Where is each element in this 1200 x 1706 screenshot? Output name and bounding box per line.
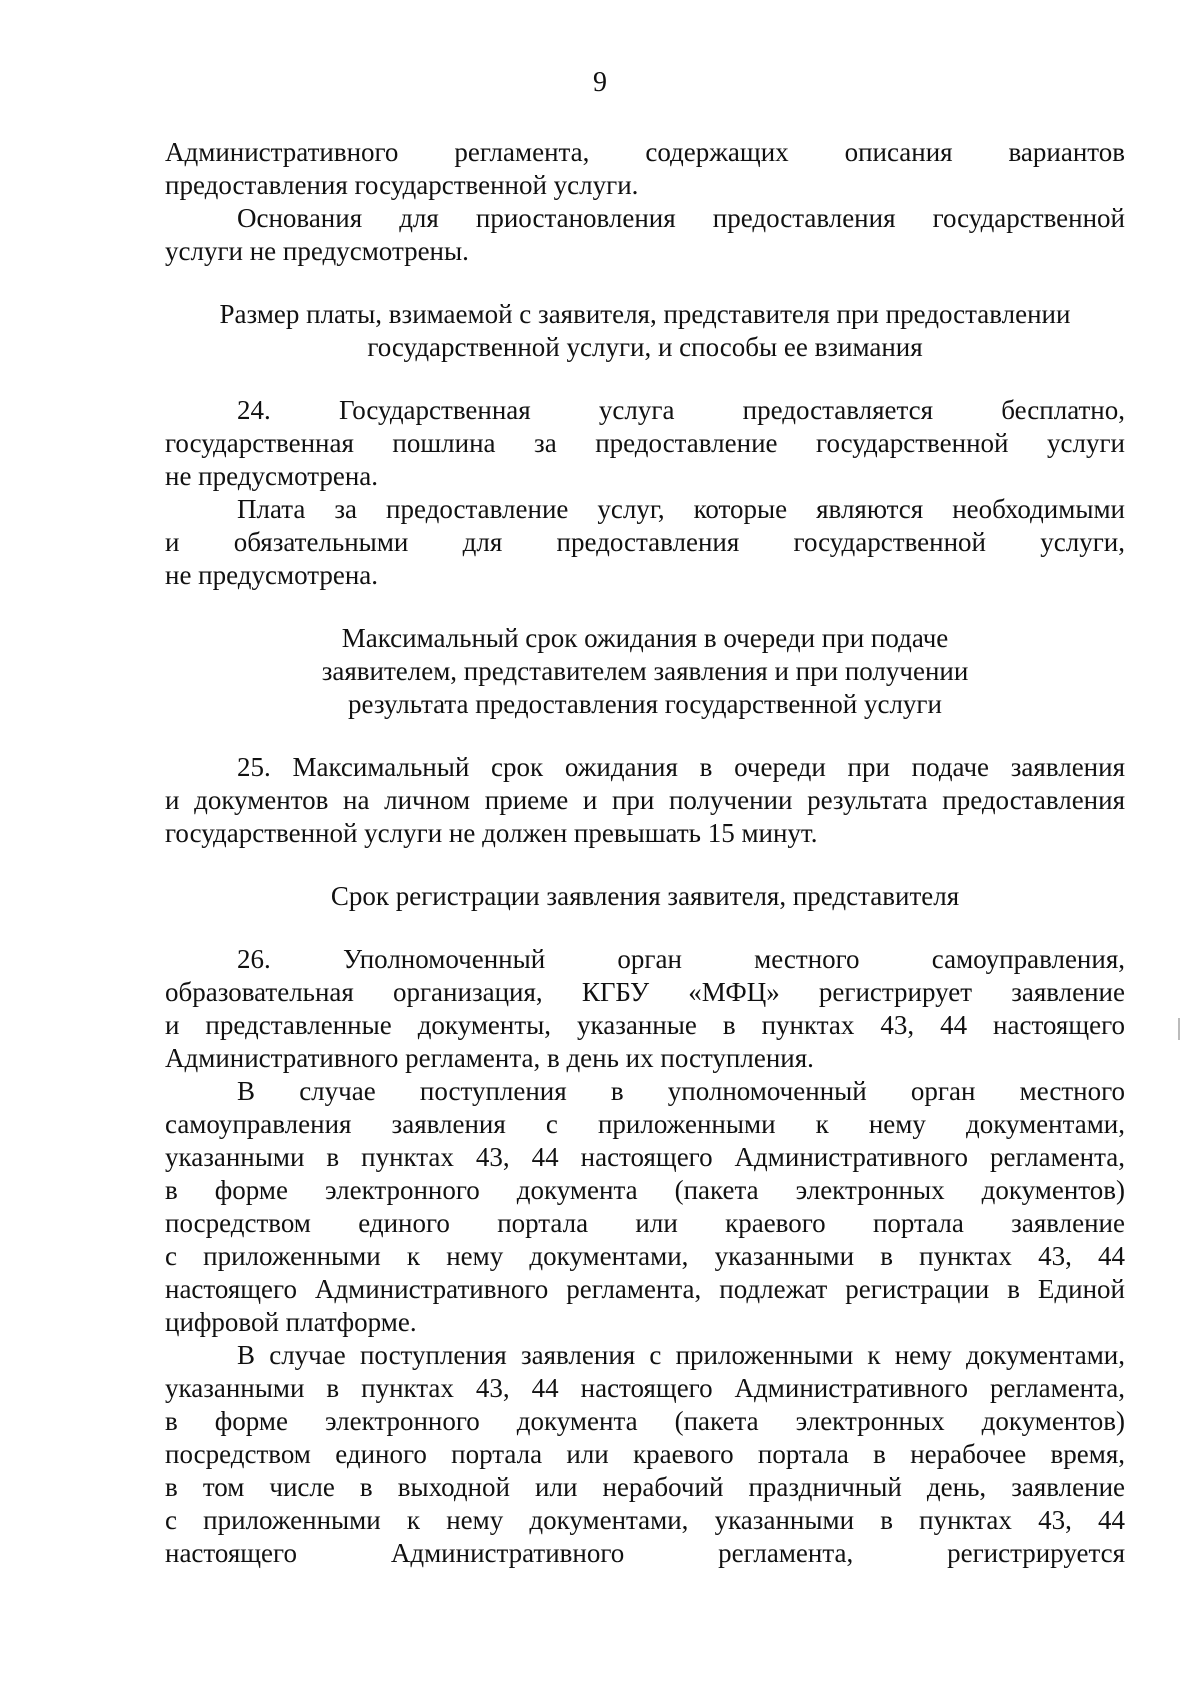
text-line: предоставления государственной услуги.	[165, 170, 639, 200]
text-line: Административного регламента, содержащих описания вариантов	[165, 137, 1125, 167]
paragraph-continuation	[165, 136, 1125, 202]
text-line: 26. Уполномоченный орган местного самоуправления,	[237, 944, 1125, 974]
paragraph-fee-services	[165, 493, 1125, 592]
text-line: указанными в пунктах 43, 44 настоящего Административного регламента,	[165, 1142, 1125, 1172]
heading-line: Размер платы, взимаемой с заявителя, представителя при предоставлении	[219, 299, 1071, 329]
text-line: настоящего Административного регламента, подлежат регистрации в Единой	[165, 1274, 1125, 1304]
text-line: в форме электронного документа (пакета электронных документов)	[165, 1406, 1125, 1436]
scan-margin-mark	[1178, 1018, 1180, 1040]
paragraph-item-24	[165, 394, 1125, 493]
text-line: посредством единого портала или краевого портала заявление	[165, 1208, 1125, 1238]
text-line: и документов на личном приеме и при получении результата предоставления	[165, 785, 1125, 815]
heading-line: государственной услуги, и способы ее взимания	[367, 332, 923, 362]
heading-line: Максимальный срок ожидания в очереди при подаче	[341, 623, 949, 653]
paragraph-item-26	[165, 943, 1125, 1075]
page-number: 9	[593, 67, 607, 98]
section-heading-registration	[165, 880, 1125, 913]
text-line: 24. Государственная услуга предоставляется бесплатно,	[237, 395, 1125, 425]
text-line: Административного регламента, в день их поступления.	[165, 1043, 814, 1073]
text-line: и представленные документы, указанные в пунктах 43, 44 настоящего	[165, 1010, 1125, 1040]
text-line: в форме электронного документа (пакета электронных документов)	[165, 1175, 1125, 1205]
text-line: государственная пошлина за предоставление государственной услуги	[165, 428, 1125, 458]
paragraph-electronic-registration	[165, 1075, 1125, 1339]
text-line: самоуправления заявления с приложенными к нему документами,	[165, 1109, 1125, 1139]
text-line: не предусмотрена.	[165, 461, 379, 491]
paragraph-item-25	[165, 751, 1125, 850]
text-line: посредством единого портала или краевого портала в нерабочее время,	[165, 1439, 1125, 1469]
text-line: Основания для приостановления предоставления государственной	[237, 203, 1125, 233]
text-line: цифровой платформе.	[165, 1307, 417, 1337]
text-line: образовательная организация, КГБУ «МФЦ» регистрирует заявление	[165, 977, 1125, 1007]
heading-line: результата предоставления государственной услуги	[348, 689, 942, 719]
text-line: В случае поступления заявления с приложенными к нему документами,	[237, 1340, 1125, 1370]
text-line: Плата за предоставление услуг, которые являются необходимыми	[237, 494, 1125, 524]
text-line: и обязательными для предоставления государственной услуги,	[165, 527, 1125, 557]
heading-line: заявителем, представителем заявления и при получении	[321, 656, 969, 686]
section-heading-fee	[165, 298, 1125, 364]
text-line: 25. Максимальный срок ожидания в очереди при подаче заявления	[237, 752, 1125, 782]
paragraph-suspension-grounds	[165, 202, 1125, 268]
paragraph-non-working-time	[165, 1339, 1125, 1570]
text-line: в том числе в выходной или нерабочий праздничный день, заявление	[165, 1472, 1125, 1502]
document-body	[165, 136, 1125, 1570]
text-line: государственной услуги не должен превышать 15 минут.	[165, 818, 818, 848]
text-line: услуги не предусмотрены.	[165, 236, 469, 266]
text-line: с приложенными к нему документами, указанными в пунктах 43, 44	[165, 1505, 1125, 1535]
text-line: указанными в пунктах 43, 44 настоящего Административного регламента,	[165, 1373, 1125, 1403]
text-line: с приложенными к нему документами, указанными в пунктах 43, 44	[165, 1241, 1125, 1271]
text-line: не предусмотрена.	[165, 560, 379, 590]
text-line: В случае поступления в уполномоченный орган местного	[237, 1076, 1125, 1106]
heading-line: Срок регистрации заявления заявителя, представителя	[330, 881, 960, 911]
section-heading-waiting-time	[165, 622, 1125, 721]
text-line: настоящего Административного регламента, регистрируется	[165, 1538, 1125, 1568]
